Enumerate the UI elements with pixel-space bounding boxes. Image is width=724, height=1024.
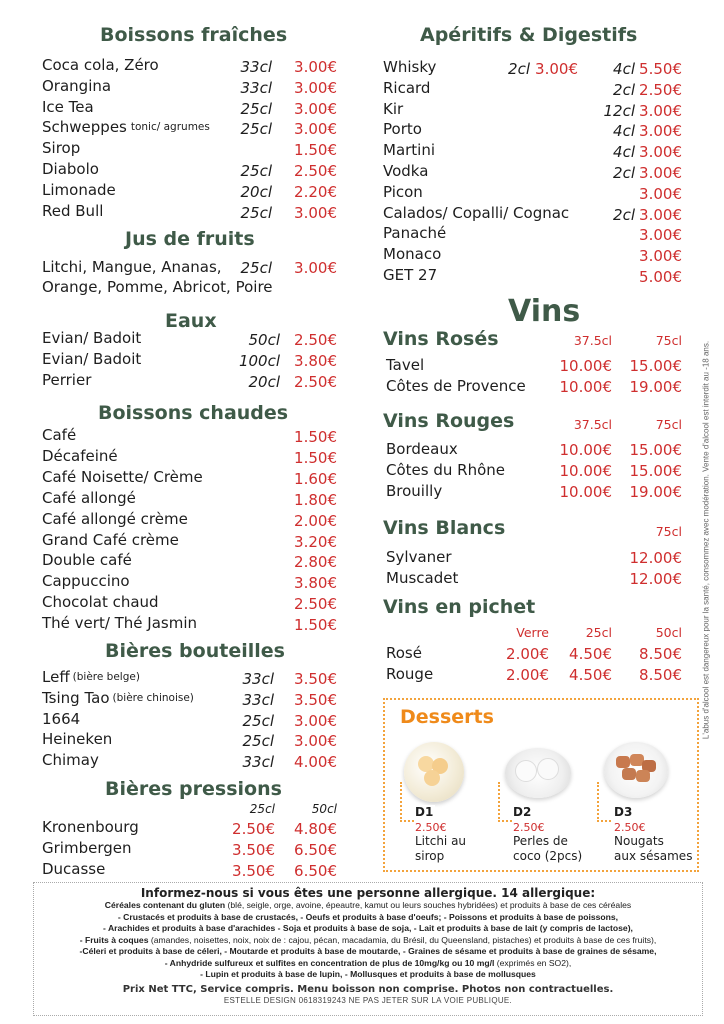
allergy-line-7: - Lupin et produits à base de lupin, - Mollusques et produits à base de mollusques [200,969,536,979]
item-volume: 25cl [240,99,272,118]
boisson-fraiche-row [42,139,80,157]
item-price: 3.00€ [294,99,337,118]
vins-blancs-col2: 75cl [655,524,682,539]
chaude-price: 3.20€ [294,532,337,551]
aperitif-volume-2: 12cl [603,101,635,120]
chaude-price: 1.50€ [294,428,337,446]
biere-price: 3.00€ [294,732,337,751]
pichet-col-50: 50cl [655,625,682,640]
vin-price-75: 15.00€ [629,462,682,480]
chaude-price: 1.50€ [294,448,337,467]
item-price: 2.20€ [294,182,337,201]
pichet-name: Rosé [386,644,422,662]
vin-price-37: 10.00€ [559,378,612,396]
dessert-d1-bracket [400,782,414,822]
item-name: Tsing Tao [42,688,110,707]
pichet-col-25: 25cl [585,625,612,640]
item-price: 3.00€ [294,78,337,97]
aperitif-price-2: 2.50€ [639,80,682,99]
vin-price-75: 19.00€ [629,378,682,396]
pression-name: Ducasse [42,859,106,878]
allergy-box [33,882,703,1016]
dessert-price: 2.50€ [614,821,646,834]
item-name: Diabolo [42,160,99,178]
item-name: Limonade [42,180,116,199]
chaude-name: Café [42,426,77,444]
aperitif-volume-2: 4cl [613,122,635,141]
chaude-price: 2.00€ [294,511,337,530]
aperitif-price-2: 3.00€ [639,143,682,162]
pression-name: Grimbergen [42,838,132,857]
allergy-line-1: Céréales contenant du gluten (blé, seigle, orge, avoine, épeautre, kamut ou leurs souches hybridées) et produits à base de ces céréales [104,900,632,910]
biere-price: 3.50€ [294,690,337,709]
pichet-price-verre: 2.00€ [506,645,549,663]
item-volume: 20cl [240,182,272,201]
boissons-fraiches-title: Boissons fraîches [100,24,288,46]
aperitif-name: Ricard [383,78,431,97]
item-volume: 25cl [240,120,272,139]
vin-price-37: 10.00€ [559,441,612,459]
item-name: Coca cola, Zéro [42,56,159,74]
item-volume: 33cl [240,78,272,97]
pression-col-25: 25cl [249,802,275,816]
pression-price-25: 2.50€ [232,820,275,838]
jus-line-1: Litchi, Mangue, Ananas, [42,258,222,276]
item-volume: 25cl [240,162,272,180]
allergy-title: Informez-nous si vous êtes une personne allergique. 14 allergique: [140,886,596,900]
eau-volume: 50cl [248,331,280,349]
eau-name: Evian/ Badoit [42,350,142,368]
jus-title: Jus de fruits [125,228,255,250]
pichet-name: Rouge [386,665,434,683]
aperitif-name: Picon [383,182,423,201]
vin-price-75: 12.00€ [629,570,682,588]
vin-name: Côtes du Rhône [386,461,505,479]
item-price: 3.00€ [294,120,337,139]
boisson-fraiche-row [42,160,99,178]
bieres-bouteilles-title: Bières bouteilles [105,640,285,662]
alcohol-warning: L'abus d'alcool est dangereux pour la santé, consommez avec modération. Vente d'alcool est interdit au -18 ans. [701,340,711,740]
dessert-price: 2.50€ [513,821,545,834]
dessert-name-line-2: sirop [415,849,445,863]
chaude-name: Double café [42,551,132,570]
aperitif-name: Martini [383,141,436,160]
item-note: tonic/ agrumes [130,121,210,134]
eau-volume: 20cl [248,373,280,391]
item-name: 1664 [42,709,81,728]
aperitif-price-2: 3.00€ [639,164,682,182]
dessert-name-line-1: Perles de [513,834,568,848]
aperitif-name: GET 27 [383,266,438,284]
chaude-name: Chocolat chaud [42,593,159,612]
aperitif-price-2: 3.00€ [639,226,682,245]
biere-price: 4.00€ [294,753,337,772]
pression-price-50: 6.50€ [294,840,337,859]
biere-volume: 33cl [242,690,274,709]
pression-price-50: 6.50€ [294,861,337,880]
vins-roses-col1: 37.5cl [573,333,612,348]
vin-price-37: 10.00€ [559,462,612,480]
vin-price-75: 12.00€ [629,549,682,567]
boisson-fraiche-row [42,77,111,95]
chaude-name: Thé vert/ Thé Jasmin [42,614,198,633]
allergy-line-4: - Fruits à coques (amandes, noisettes, noix, noix de : cajou, pécan, macadamia, du Brésil, du Queensland, pistaches) et produits à base de ces fruits), [79,934,657,945]
item-name: Red Bull [42,201,104,220]
chaude-price: 3.80€ [294,574,337,593]
pichet-price-25: 4.50€ [569,645,612,663]
item-name: Schweppes [42,118,127,137]
chaude-name: Décafeiné [42,446,118,465]
allergy-line-2: - Crustacés et produits à base de crustacés, - Oeufs et produits à base d'oeufs; - Poissons et produits à base de poissons, [117,911,619,922]
eau-name: Evian/ Badoit [42,329,142,347]
biere-volume: 33cl [242,753,274,772]
pichet-price-50: 8.50€ [639,666,682,684]
eaux-title: Eaux [165,310,217,332]
dessert-name-line-2: coco (2pcs) [513,849,583,863]
dessert-coco-image [505,748,571,798]
biere-bouteille-row [42,668,140,686]
aperitif-volume-1: 2cl [508,60,530,78]
biere-volume: 25cl [242,711,274,730]
biere-bouteille-row [42,730,112,748]
aperitif-price-2: 3.00€ [639,184,682,203]
item-price: 2.50€ [294,162,337,180]
biere-price: 3.00€ [294,711,337,730]
vins-pichet-title: Vins en pichet [383,596,536,618]
item-note: (bière chinoise) [112,691,194,704]
item-volume: 33cl [240,58,272,76]
aperitif-name: Whisky [383,58,437,76]
boisson-fraiche-row [42,98,94,116]
vin-name: Côtes de Provence [386,377,526,395]
item-name: Heineken [42,730,113,749]
dessert-name-line-1: Nougats [614,834,664,848]
item-price: 1.50€ [294,141,337,160]
pression-col-50: 50cl [311,802,337,816]
pichet-price-verre: 2.00€ [506,666,549,684]
chaude-price: 2.80€ [294,553,337,572]
dessert-code: D2 [513,805,532,819]
item-name: Leff [42,668,70,686]
pression-price-50: 4.80€ [294,820,337,838]
chaude-price: 1.80€ [294,490,337,509]
aperitif-name: Monaco [383,245,442,264]
dessert-price: 2.50€ [415,821,447,834]
item-name: Orangina [42,76,112,95]
aperitif-name: Porto [383,120,422,139]
vins-rouges-col2: 75cl [655,417,682,432]
vins-rouges-col1: 37.5cl [573,417,612,432]
chaude-price: 2.50€ [294,595,337,614]
dessert-name-line-2: aux sésames [614,849,693,863]
pichet-price-50: 8.50€ [639,645,682,663]
biere-bouteille-row [42,710,80,728]
aperitif-volume-2: 2cl [613,164,635,182]
chaude-name: Cappuccino [42,572,130,591]
pression-name: Kronenbourg [42,818,139,836]
aperitifs-title: Apéritifs & Digestifs [420,24,638,46]
boisson-fraiche-row [42,202,103,220]
dessert-nougat-image [604,742,668,798]
vin-name: Brouilly [386,482,443,500]
chaude-name: Grand Café crème [42,530,179,549]
chaude-name: Café allongé crème [42,509,188,528]
biere-bouteille-row [42,689,194,707]
vin-price-37: 10.00€ [559,357,612,375]
aperitif-price-2: 3.00€ [639,247,682,266]
vins-title: Vins [508,294,581,329]
design-credit: ESTELLE DESIGN 0618319243 NE PAS JETER SUR LA VOIE PUBLIQUE. [223,995,513,1005]
chaudes-title: Boissons chaudes [98,402,289,424]
aperitif-volume-2: 2cl [613,205,635,224]
aperitif-price-1: 3.00€ [535,60,578,78]
pression-price-25: 3.50€ [232,840,275,859]
chaude-name: Café Noisette/ Crème [42,467,203,486]
vin-price-75: 15.00€ [629,357,682,375]
desserts-title: Desserts [400,706,494,728]
bieres-pressions-title: Bières pressions [105,778,282,800]
boisson-fraiche-row [42,56,159,74]
eau-name: Perrier [42,371,92,389]
item-name: Chimay [42,751,99,770]
jus-line-2: Orange, Pomme, Abricot, Poire [42,278,273,296]
pression-price-25: 3.50€ [232,861,275,880]
allergy-line-3: - Arachides et produits à base d'arachides - Soja et produits à base de soja, - Lait et produits à base de lait (y compris de lactose), [103,923,633,933]
vins-roses-title: Vins Rosés [383,328,499,350]
chaude-price: 1.50€ [294,616,337,635]
item-note: (bière belge) [72,671,140,683]
aperitif-name: Calados/ Copalli/ Cognac [383,203,570,222]
eau-price: 2.50€ [294,331,337,349]
dessert-d2-bracket [498,782,512,822]
vin-price-75: 19.00€ [629,483,682,501]
vins-roses-col2: 75cl [655,333,682,348]
dessert-code: D1 [415,805,434,819]
aperitif-price-2: 3.00€ [639,101,682,120]
jus-volume: 25cl [240,259,272,277]
jus-price: 3.00€ [294,259,337,277]
eau-price: 2.50€ [294,373,337,391]
allergy-footer: Prix Net TTC, Service compris. Menu boisson non comprise. Photos non contractuelles. [122,983,614,995]
vin-name: Tavel [386,356,425,374]
pichet-price-25: 4.50€ [569,666,612,684]
vin-name: Muscadet [386,569,459,587]
vins-rouges-title: Vins Rouges [383,410,515,432]
chaude-price: 1.60€ [294,469,337,488]
aperitif-price-2: 3.00€ [639,122,682,141]
dessert-code: D3 [614,805,633,819]
item-price: 3.00€ [294,203,337,222]
aperitif-volume-2: 4cl [613,60,635,78]
biere-volume: 25cl [242,732,274,751]
pichet-col-verre: Verre [516,625,549,640]
eau-price: 3.80€ [294,352,337,370]
eau-volume: 100cl [238,352,280,370]
vin-price-37: 10.00€ [559,483,612,501]
dessert-d3-bracket [597,782,611,822]
vin-name: Bordeaux [386,440,458,458]
aperitif-name: Kir [383,99,404,118]
item-name: Sirop [42,139,81,158]
vin-price-75: 15.00€ [629,441,682,459]
dessert-name-line-1: Litchi au [415,834,467,848]
vin-name: Sylvaner [386,548,452,566]
aperitif-price-2: 5.00€ [639,268,682,286]
biere-volume: 33cl [242,670,274,688]
aperitif-price-2: 5.50€ [639,60,682,78]
item-name: Ice Tea [42,97,94,116]
aperitif-name: Vodka [383,162,429,180]
aperitif-volume-2: 4cl [613,143,635,162]
item-volume: 25cl [240,203,272,222]
biere-bouteille-row [42,751,99,769]
aperitif-price-2: 3.00€ [639,205,682,224]
item-price: 3.00€ [294,58,337,76]
boisson-fraiche-row [42,118,210,136]
biere-price: 3.50€ [294,670,337,688]
allergy-line-6: - Anhydride sulfureux et sulfites en concentration de plus de 10mg/kg ou 10 mg/l (exprimés en SO2), [164,957,572,968]
allergy-line-5: -Céleri et produits à base de céleri, - Moutarde et produits à base de moutarde, - Graines de sésame et produits à base de graines de sésame, [79,946,657,956]
boisson-fraiche-row [42,181,116,199]
aperitif-volume-2: 2cl [613,80,635,99]
chaude-name: Café allongé [42,488,136,507]
aperitif-name: Panaché [383,224,447,243]
vins-blancs-title: Vins Blancs [383,517,506,539]
